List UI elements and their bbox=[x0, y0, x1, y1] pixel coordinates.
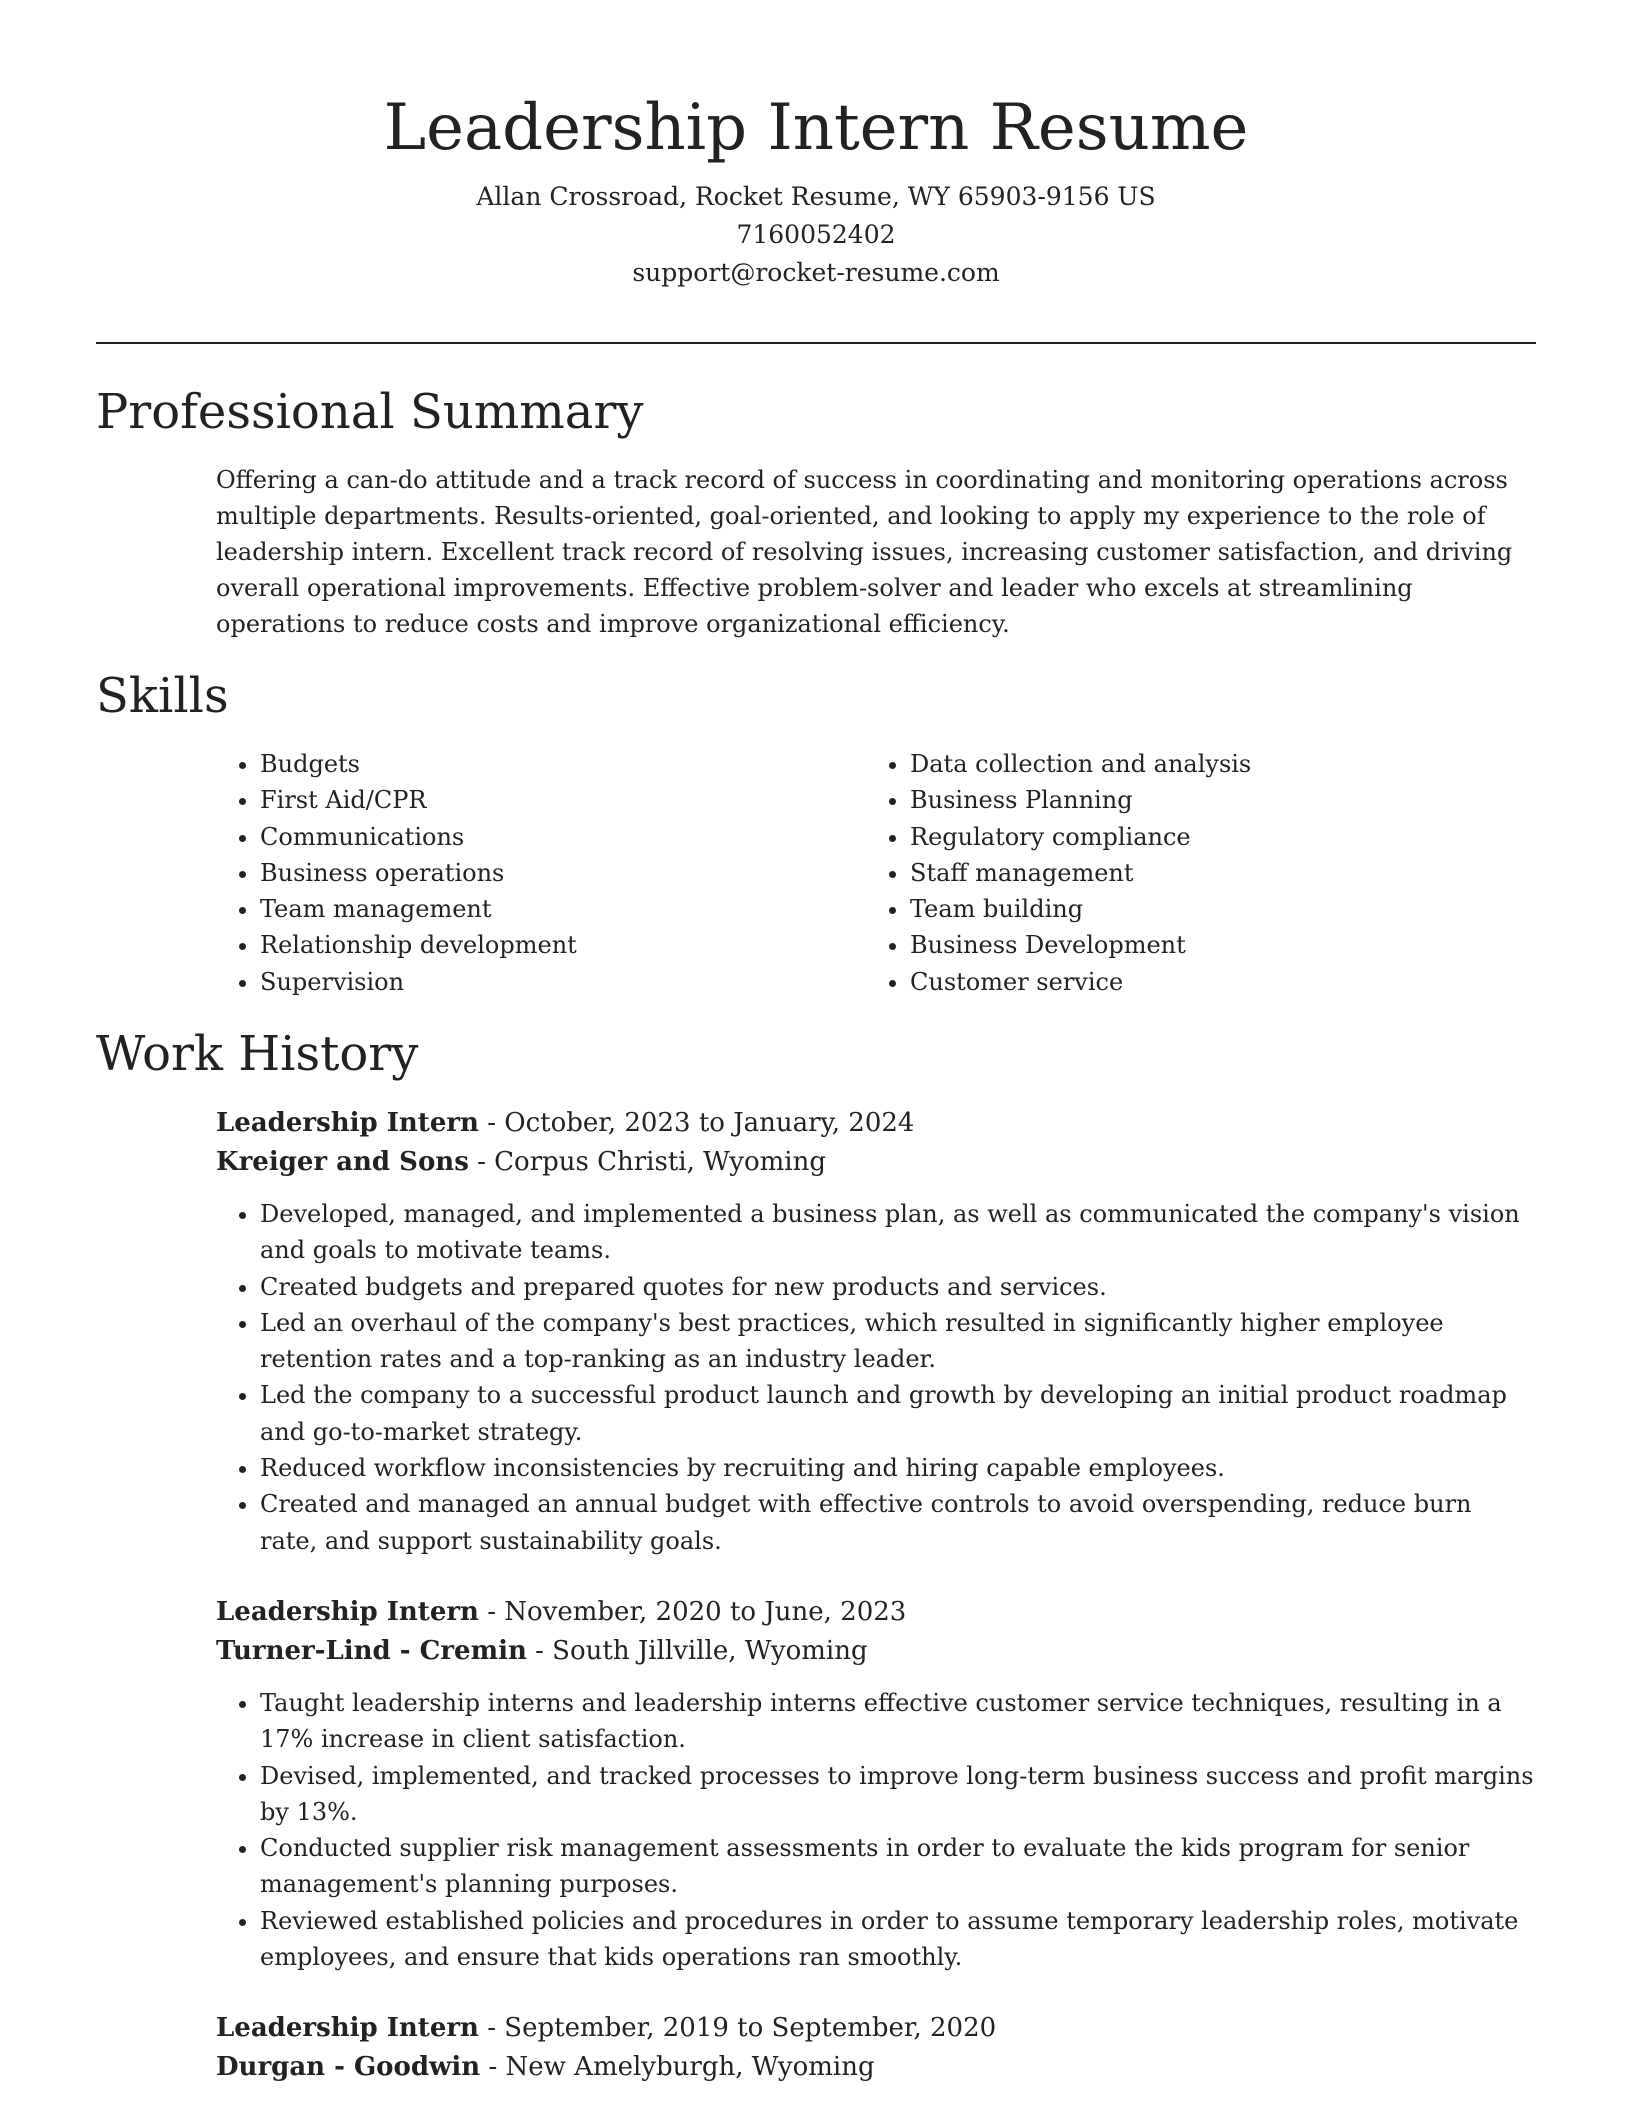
skills-heading: Skills bbox=[96, 668, 229, 724]
summary-heading: Professional Summary bbox=[96, 384, 644, 440]
skills-column-left bbox=[216, 746, 866, 1000]
job-entry bbox=[216, 1593, 1536, 1975]
job-entry bbox=[216, 2009, 1536, 2087]
job-title-line bbox=[216, 1104, 1536, 1143]
skill-item: • Business operations bbox=[260, 855, 866, 891]
job-company: Kreiger and Sons bbox=[216, 1147, 469, 1177]
job-bullet: • Led the company to a successful product launch and growth by developing an initial product roadmap and go-to-market strategy. bbox=[260, 1377, 1536, 1450]
job-company: Turner-Lind - Cremin bbox=[216, 1635, 527, 1666]
skill-item: • Budgets bbox=[260, 746, 866, 782]
skill-item: • Data collection and analysis bbox=[910, 746, 1516, 782]
skill-item: • Business Development bbox=[910, 927, 1516, 963]
skill-item: • Staff management bbox=[910, 855, 1516, 891]
skill-item: • Supervision bbox=[260, 964, 866, 1000]
job-bullet: • Created and managed an annual budget with effective controls to avoid overspending, reduce burn rate, and support sustainability goals. bbox=[260, 1486, 1536, 1559]
skill-item: • Regulatory compliance bbox=[910, 819, 1516, 855]
job-title-line bbox=[216, 1593, 1536, 1632]
job-company-line bbox=[216, 2048, 1536, 2087]
job-bullet: • Developed, managed, and implemented a business plan, as well as communicated the company's vision and goals to motivate teams. bbox=[260, 1196, 1536, 1269]
skills-column-right bbox=[866, 746, 1516, 1000]
job-bullet: • Reviewed established policies and procedures in order to assume temporary leadership roles, motivate employees, and ensure that kids operations ran smoothly. bbox=[260, 1903, 1536, 1976]
skill-item: • Team building bbox=[910, 891, 1516, 927]
work-history-heading: Work History bbox=[96, 1026, 419, 1082]
job-bullet: • Conducted supplier risk management assessments in order to evaluate the kids program for senior management's planning purposes. bbox=[260, 1830, 1536, 1903]
job-company-line bbox=[216, 1143, 1536, 1182]
contact-phone: 7160052402 bbox=[736, 220, 896, 249]
contact-block bbox=[96, 178, 1536, 292]
job-dates: - November, 2020 to June, 2023 bbox=[478, 1596, 907, 1627]
work-history-list bbox=[216, 1104, 1536, 2121]
job-dates: - October, 2023 to January, 2024 bbox=[478, 1108, 915, 1138]
job-title: Leadership Intern bbox=[216, 1108, 479, 1138]
job-company-line bbox=[216, 1632, 1536, 1671]
job-company: Durgan - Goodwin bbox=[216, 2052, 481, 2083]
summary-text: Offering a can-do attitude and a track record of success in coordinating and monitoring operations across multiple departments. Results-oriented, goal-oriented, and looking to apply my experience to the role of leadership intern. Excellent track record of resolving issues, increasing customer satisfaction, and driving overall operational improvements. Effective problem-solver and leader who excels at streamlining operations to reduce costs and improve organizational efficiency. bbox=[216, 466, 1513, 638]
job-bullet: • Created budgets and prepared quotes for new products and services. bbox=[260, 1269, 1536, 1305]
job-bullets bbox=[216, 1685, 1536, 1975]
job-location: - New Amelyburgh, Wyoming bbox=[480, 2052, 875, 2083]
contact-address: Allan Crossroad, Rocket Resume, WY 65903-9156 US bbox=[476, 182, 1156, 211]
job-title-line bbox=[216, 2009, 1536, 2048]
job-bullets bbox=[216, 1196, 1536, 1559]
skills-list bbox=[216, 746, 1536, 1000]
resume-header bbox=[96, 86, 1536, 292]
resume-title: Leadership Intern Resume bbox=[383, 91, 1249, 165]
job-entry bbox=[216, 1104, 1536, 1559]
job-bullet: • Taught leadership interns and leadership interns effective customer service techniques, resulting in a 17% increase in client satisfaction. bbox=[260, 1685, 1536, 1758]
skill-item: • Team management bbox=[260, 891, 866, 927]
contact-email: support@rocket-resume.com bbox=[632, 258, 1000, 287]
job-dates: - September, 2019 to September, 2020 bbox=[478, 2013, 997, 2044]
job-title: Leadership Intern bbox=[216, 1596, 479, 1627]
skill-item: • Relationship development bbox=[260, 927, 866, 963]
skill-item: • Business Planning bbox=[910, 782, 1516, 818]
job-title: Leadership Intern bbox=[216, 2013, 479, 2044]
skill-item: • Customer service bbox=[910, 964, 1516, 1000]
header-divider bbox=[96, 342, 1536, 344]
skill-item: • First Aid/CPR bbox=[260, 782, 866, 818]
job-location: - Corpus Christi, Wyoming bbox=[468, 1147, 826, 1177]
skill-item: • Communications bbox=[260, 819, 866, 855]
job-bullet: • Devised, implemented, and tracked processes to improve long-term business success and profit margins by 13%. bbox=[260, 1758, 1536, 1831]
job-bullet: • Reduced workflow inconsistencies by recruiting and hiring capable employees. bbox=[260, 1450, 1536, 1486]
job-location: - South Jillville, Wyoming bbox=[526, 1635, 868, 1666]
job-bullet: • Led an overhaul of the company's best practices, which resulted in significantly higher employee retention rates and a top-ranking as an industry leader. bbox=[260, 1305, 1536, 1378]
